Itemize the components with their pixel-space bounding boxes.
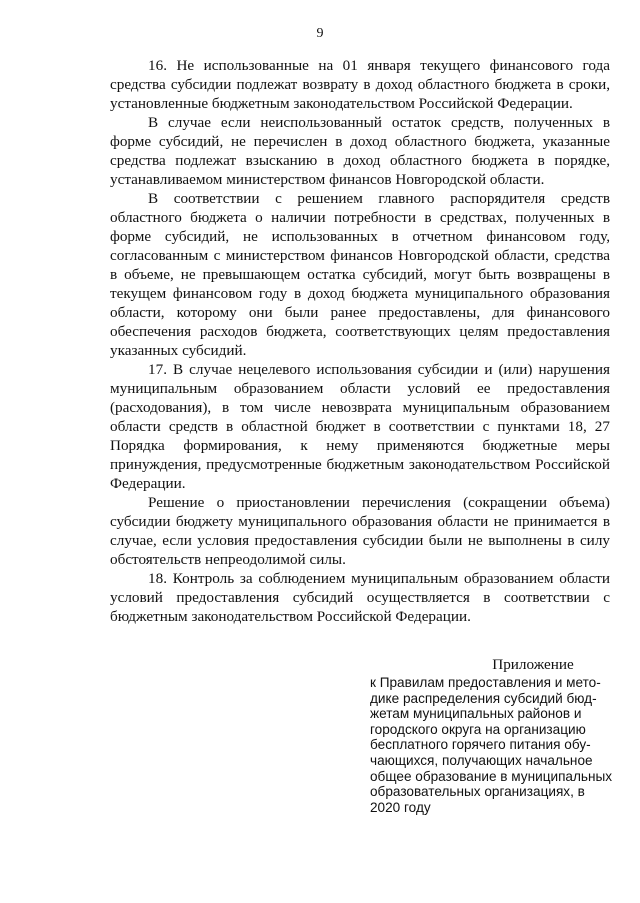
- appendix-line: бесплатного горячего питания обу-: [370, 737, 591, 753]
- appendix-title: Приложение: [492, 656, 574, 673]
- appendix-reference: [370, 675, 632, 815]
- appendix-line: к Правилам предоставления и мето-: [370, 675, 601, 690]
- paragraph-18: 18. Контроль за соблюдением муниципальным образованием области условий предоставления субсидий осуществляется в соответствии с бюджетным законодательством Российской Федерации.: [110, 570, 610, 625]
- appendix-line: чающихся, получающих начальное: [370, 752, 593, 768]
- paragraph-16: 16. Не использованные на 01 января текущего финансового года средства субсидии подлежат возврату в доход областного бюджета в сроки, установленные бюджетным законодательством Российской Федерации.: [110, 57, 610, 112]
- appendix-line: дике распределения субсидий бюд-: [370, 690, 597, 706]
- appendix-line: 2020 году: [370, 799, 431, 815]
- appendix-line: жетам муниципальных районов и: [370, 706, 582, 722]
- document-body: [110, 56, 610, 626]
- paragraph-return-decision: В соответствии с решением главного распорядителя средств областного бюджета о наличии потребности в средствах, полученных в форме субсидий, не использованных в отчетном финансовом году, согласованным с министерством финансов Новгородской области, средства в объеме, не превышающем остатка субсидий, могут быть возвращены в текущем финансовом году в доход бюджета муниципального образования области, которому они были ранее предоставлены, для финансового обеспечения расходов бюджета, соответствующих целям предоставления указанных субсидий.: [110, 190, 610, 359]
- paragraph-suspension-decision: Решение о приостановлении перечисления (сокращении объема) субсидии бюджету муниципального образования области не принимается в случае, если условия предоставления субсидии были не выполнены в силу обстоятельств непреодолимой силы.: [110, 494, 610, 568]
- page-number: 9: [316, 26, 324, 41]
- paragraph-17: 17. В случае нецелевого использования субсидии и (или) нарушения муниципальным образованием области условий ее предоставления (расходования), в том числе невозврата муниципальным образованием области средств в областной бюджет в соответствии с пунктами 18, 27 Порядка формирования, к нему применяются бюджетные меры принуждения, предусмотренные бюджетным законодательством Российской Федерации.: [110, 361, 610, 492]
- appendix-line: городского округа на организацию: [370, 721, 586, 737]
- appendix-line: образовательных организациях, в: [370, 784, 585, 800]
- paragraph-unused-balance: В случае если неиспользованный остаток средств, полученных в форме субсидий, не перечислен в доход областного бюджета, указанные средства подлежат взысканию в доход областного бюджета в порядке, устанавливаемом министерством финансов Новгородской области.: [110, 114, 610, 188]
- appendix-line: общее образование в муниципальных: [370, 768, 613, 784]
